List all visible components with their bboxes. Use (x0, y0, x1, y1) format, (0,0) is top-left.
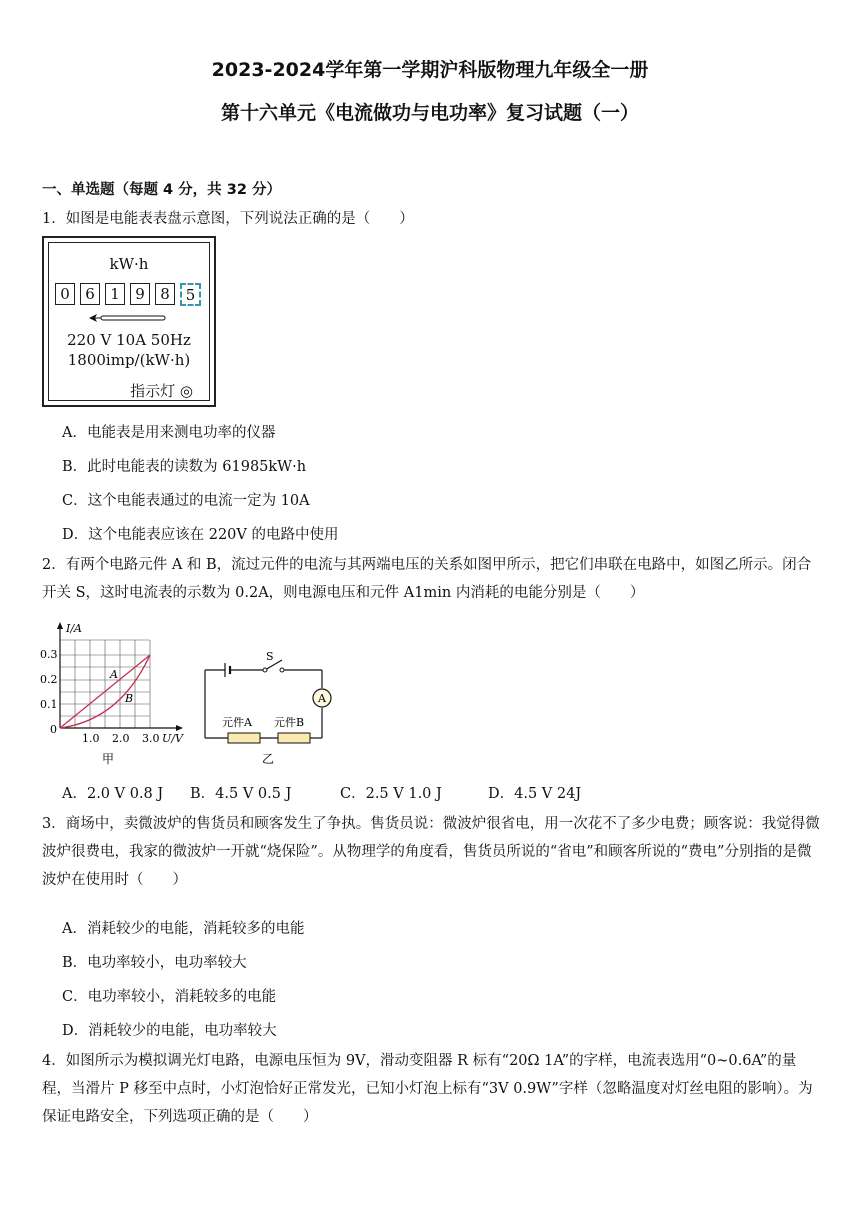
energy-meter-figure (42, 236, 216, 407)
curve-b-label: B (125, 692, 134, 705)
meter-digit-decimal: 5 (180, 283, 201, 306)
section-heading: 一、单选题（每题 4 分，共 32 分） (42, 182, 281, 198)
graph-ytick: 0.3 (40, 648, 58, 661)
graph-ytick: 0 (50, 723, 57, 736)
q2-option-a: A．2.0 V 0.8 J (62, 786, 164, 802)
meter-digit: 9 (130, 283, 150, 305)
graph-xtick: 2.0 (112, 732, 130, 745)
q3-option-b: B．电功率较小，电功率较大 (62, 955, 247, 971)
figure-b-caption: 乙 (262, 752, 275, 766)
q3-option-a: A．消耗较少的电能，消耗较多的电能 (62, 921, 305, 937)
q3-option-c: C．电功率较小，消耗较多的电能 (62, 989, 277, 1005)
graph-xtick: 1.0 (82, 732, 100, 745)
q2-option-c: C．2.5 V 1.0 J (340, 786, 442, 802)
component-a-resistor (228, 733, 260, 743)
component-a-label: 元件A (222, 716, 252, 729)
question-2-stem: 2．有两个电路元件 A 和 B，流过元件的电流与其两端电压的关系如图甲所示，把它们串联在电路中，如图乙所示。闭合开关 S，这时电流表的示数为 0.2A，则电源电压和元件 A1min 内消耗的电能分别是（ ） (42, 557, 812, 601)
graph-ylabel: I/A (66, 622, 82, 635)
question-4-stem: 4．如图所示为模拟调光灯电路，电源电压恒为 9V，滑动变阻器 R 标有“20Ω 1A”的字样，电流表选用“0~0.6A”的量程，当滑片 P 移至中点时，小灯泡恰好正常发光，已知小灯泡上标有“3V 0.9W”字样（忽略温度对灯丝电阻的影响）。为保证电路安全，下列选项正确的是（ ） (42, 1053, 813, 1125)
q1-option-d: D．这个电能表应该在 220V 的电路中使用 (62, 527, 339, 543)
component-b-resistor (278, 733, 310, 743)
meter-spec-impulse: 1800imp/(kW·h) (67, 351, 191, 369)
ammeter-label: A (318, 692, 326, 705)
meter-unit: kW·h (109, 255, 149, 273)
graph-xlabel: U/V (162, 732, 183, 745)
switch-label: S (266, 650, 274, 663)
meter-digit: 0 (55, 283, 75, 305)
question-3-stem: 3．商场中，卖微波炉的售货员和顾客发生了争执。售货员说：微波炉很省电，用一次花不了多少电费；顾客说：我觉得微波炉很费电，我家的微波炉一开就“烧保险”。从物理学的角度看，售货员所说的“省电”和顾客所说的“费电”分别指的是微波炉在使用时（ ） (42, 816, 820, 888)
meter-digits (55, 283, 201, 306)
q3-option-d: D．消耗较少的电能，电功率较大 (62, 1023, 277, 1039)
meter-digit: 6 (80, 283, 100, 305)
graph-xtick: 3.0 (142, 732, 160, 745)
series-circuit-figure (200, 650, 340, 770)
meter-digit: 8 (155, 283, 175, 305)
figure-a-caption: 甲 (102, 752, 115, 766)
q2-option-b: B．4.5 V 0.5 J (190, 786, 292, 802)
page-title: 2023-2024学年第一学期沪科版物理九年级全一册 (211, 59, 649, 81)
question-1-stem: 1．如图是电能表表盘示意图，下列说法正确的是（ ） (42, 211, 414, 227)
q1-option-c: C．这个电能表通过的电流一定为 10A (62, 493, 310, 509)
q2-option-d: D．4.5 V 24J (488, 786, 582, 802)
component-b-label: 元件B (274, 716, 305, 729)
q1-option-b: B．此时电能表的读数为 61985kW·h (62, 459, 307, 475)
graph-ytick: 0.2 (40, 673, 58, 686)
iu-graph-figure (40, 620, 190, 770)
graph-ytick: 0.1 (40, 698, 58, 711)
meter-digit: 1 (105, 283, 125, 305)
meter-indicator-lamp: 指示灯 ◎ (130, 382, 193, 400)
q1-option-a: A．电能表是用来测电功率的仪器 (62, 425, 276, 441)
curve-a-label: A (110, 668, 118, 681)
meter-arrow-icon (89, 313, 179, 323)
meter-spec-rating: 220 V 10A 50Hz (67, 331, 191, 349)
page-subtitle: 第十六单元《电流做功与电功率》复习试题（一） (220, 102, 639, 124)
